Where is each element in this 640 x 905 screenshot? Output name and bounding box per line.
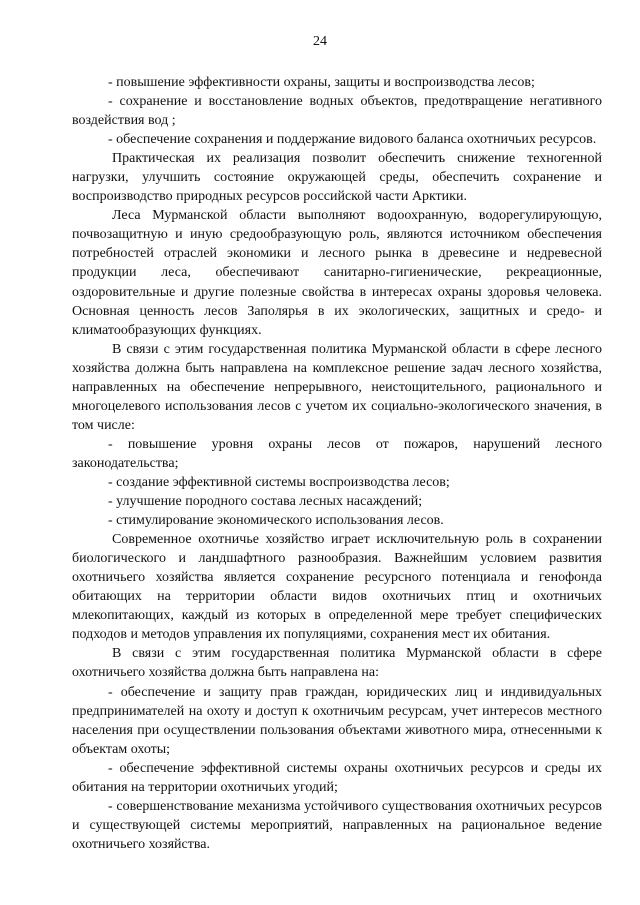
list-item: - сохранение и восстановление водных объектов, предотвращение негативного воздействия вод ; <box>72 94 602 129</box>
list-item: - стимулирование экономического использования лесов. <box>108 513 444 529</box>
list-item: - создание эффективной системы воспроизводства лесов; <box>108 474 450 490</box>
list-item: - обеспечение сохранения и поддержание видового баланса охотничьих ресурсов. <box>108 132 597 148</box>
paragraph: Современное охотничье хозяйство играет исключительную роль в сохранении биологического и ландшафтного разнообразия. Важнейшим условием развития охотничьего хозяйства является сохранение ресурсного потенциала и генофонда обитающих на территории области видов охотничьих птиц и охотничьих млекопитающих, каждый из которых в определенной мере требует специфических подходов и методов управления их популяциями, сохранения мест их обитания. <box>72 532 602 643</box>
paragraph: В связи с этим государственная политика Мурманской области в сфере охотничьего хозяйства должна быть направлена на: <box>72 646 602 681</box>
list-item: - улучшение породного состава лесных насаждений; <box>108 494 423 510</box>
document-body <box>72 73 602 854</box>
list-item: - совершенствование механизма устойчивого существования охотничьих ресурсов и существующей системы мероприятий, направленных на рациональное ведение охотничьего хозяйства. <box>72 798 602 852</box>
paragraph: Леса Мурманской области выполняют водоохранную, водорегулирующую, почвозащитную и иную средообразующую роль, являются источником обеспечения потребностей отраслей экономики и лесного рынка в древесине и недревесной продукции леса, обеспечивают санитарно-гигиенические, рекреационные, оздоровительные и другие полезные свойства в интересах охраны здоровья человека. Основная ценность лесов Заполярья в их экологических, защитных и средо- и климатообразующих функциях. <box>72 208 602 338</box>
list-item: - повышение эффективности охраны, защиты и воспроизводства лесов; <box>108 75 535 90</box>
page-number: 24 <box>313 34 327 49</box>
paragraph: В связи с этим государственная политика Мурманской области в сфере лесного хозяйства должна быть направлена на комплексное решение задач лесного хозяйства, направленных на обеспечение непрерывного, неистощительного, рационального и многоцелевого использования лесов с учетом их социально-экологического значения, в том числе: <box>72 341 602 433</box>
list-item: - обеспечение и защиту прав граждан, юридических лиц и индивидуальных предпринимателей на охоту и доступ к охотничьим ресурсам, учет интересов местного населения при осуществлении пользования объектами животного мира, отнесенными к объектам охоты; <box>72 684 602 757</box>
list-item: - повышение уровня охраны лесов от пожаров, нарушений лесного законодательства; <box>72 436 602 471</box>
paragraph: Практическая их реализация позволит обеспечить снижение техногенной нагрузки, улучшить состояние окружающей среды, обеспечить сохранение и воспроизводство природных ресурсов российской части Арктики. <box>72 151 602 205</box>
list-item: - обеспечение эффективной системы охраны охотничьих ресурсов и среды их обитания на территории охотничьих угодий; <box>72 760 602 795</box>
